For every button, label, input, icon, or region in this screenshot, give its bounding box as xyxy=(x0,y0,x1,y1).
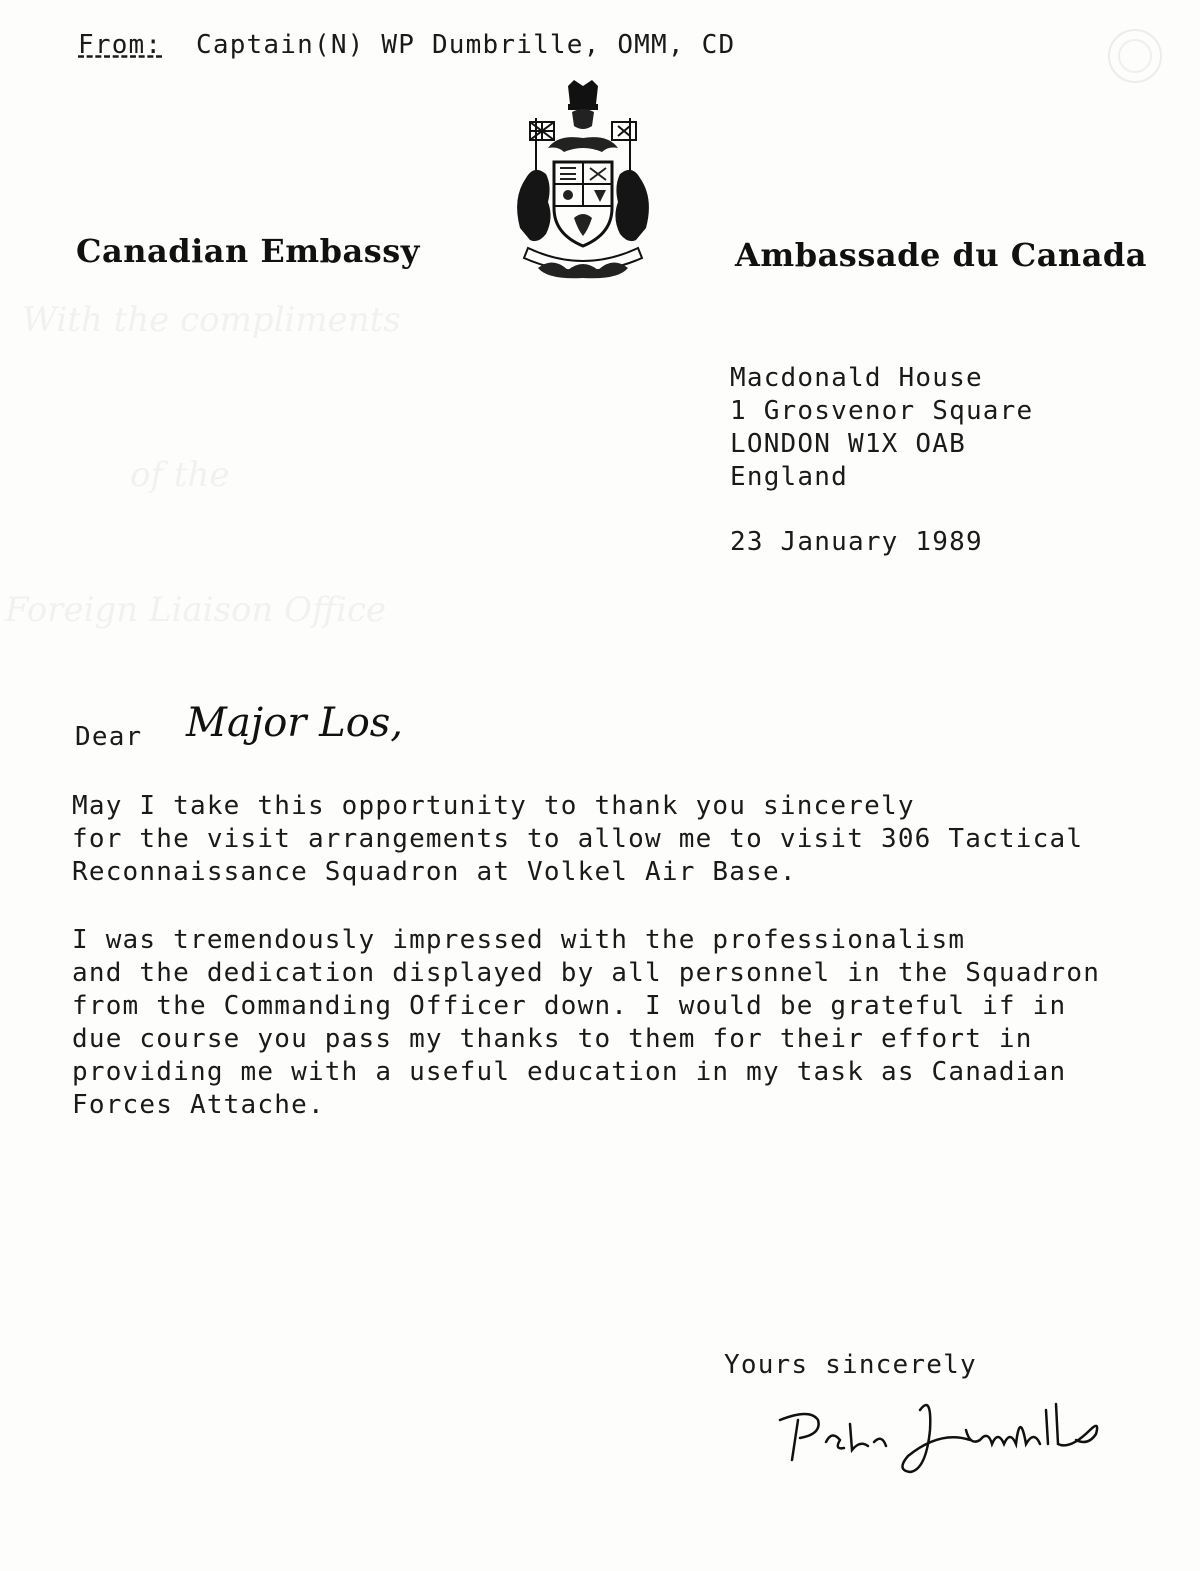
address-line-3: LONDON W1X OAB xyxy=(730,429,966,459)
salutation-dear: Dear xyxy=(75,722,143,752)
address-line-1: Macdonald House xyxy=(730,363,983,393)
ghost-text-1: With the compliments xyxy=(22,300,401,340)
from-name: Captain(N) WP Dumbrille, OMM, CD xyxy=(196,30,736,60)
ghost-text-2: of the xyxy=(130,455,230,495)
letterhead-english: Canadian Embassy xyxy=(76,232,420,270)
body-paragraph-1: May I take this opportunity to thank you sincerely for the visit arrangements to allow me to visit 306 Tactical Reconnaissance Squadron at Volkel Air Base. xyxy=(72,791,1084,887)
stamp-icon xyxy=(1105,26,1165,86)
signature xyxy=(770,1390,1120,1490)
closing: Yours sincerely xyxy=(724,1350,977,1380)
address-line-2: 1 Grosvenor Square xyxy=(730,396,1034,426)
letterhead-french: Ambassade du Canada xyxy=(735,236,1148,274)
from-label: From: xyxy=(78,30,163,60)
coat-of-arms-icon xyxy=(508,78,658,283)
ghost-text-3: Foreign Liaison Office xyxy=(5,590,387,630)
body-paragraph-2: I was tremendously impressed with the professionalism and the dedication displayed by all personnel in the Squadron from the Commanding Officer down. I would be grateful if in due course you pass my thanks to them for their effort in providing me with a useful education in my task as Canadian Forces Attache. xyxy=(72,925,1101,1120)
salutation-handwritten-name: Major Los, xyxy=(186,700,404,746)
from-line xyxy=(78,30,735,60)
address-line-4: England xyxy=(730,462,848,492)
sender-address xyxy=(730,362,1033,494)
letter-date: 23 January 1989 xyxy=(730,527,983,557)
